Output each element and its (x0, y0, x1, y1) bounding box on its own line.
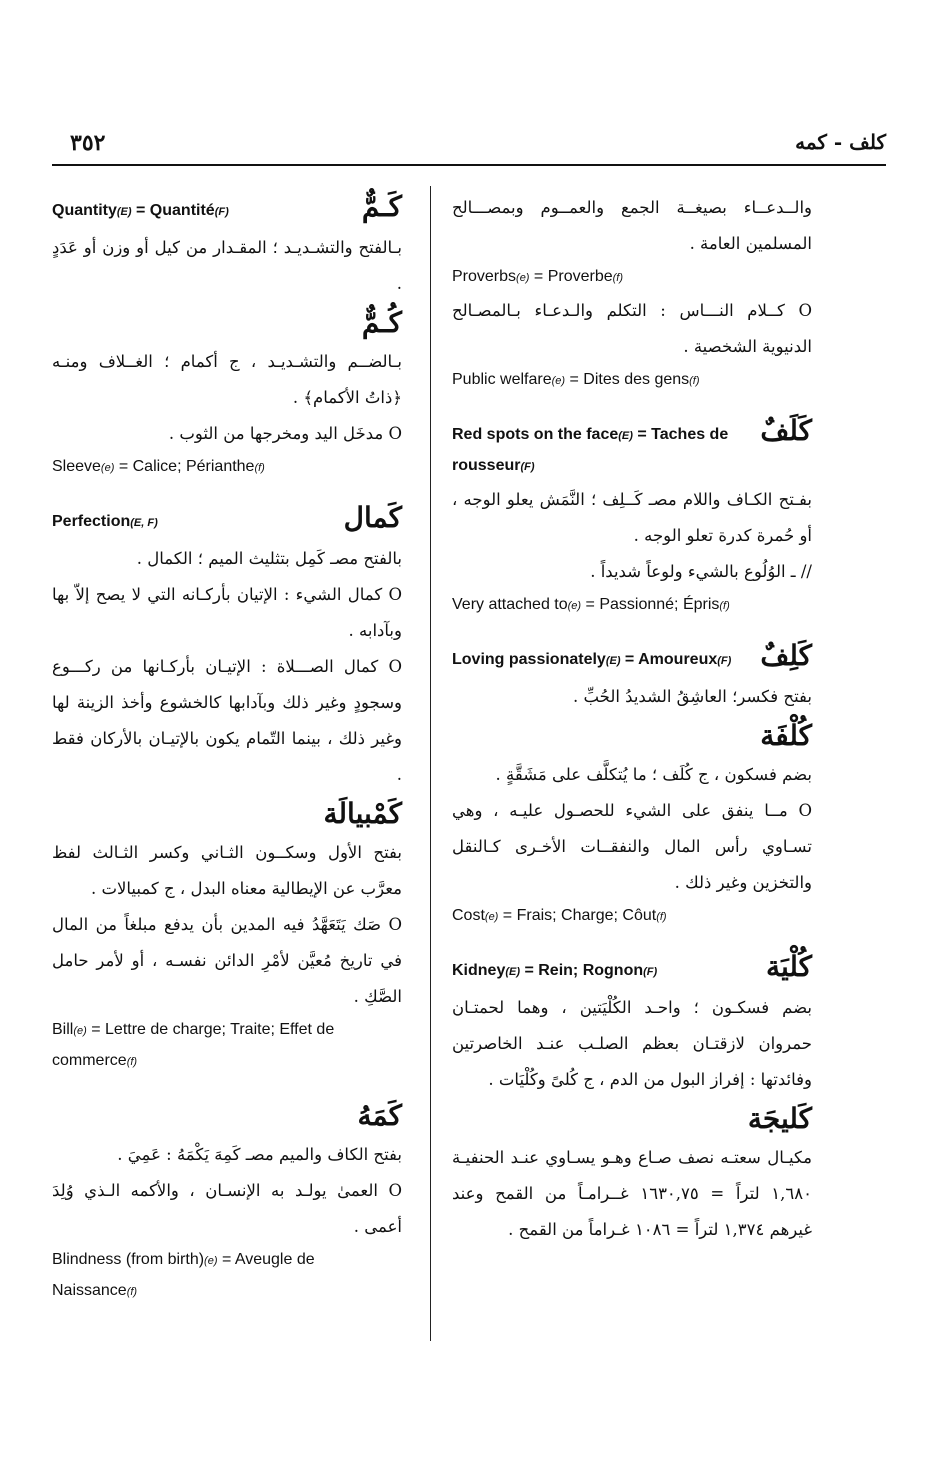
lang-marker: (e) (567, 600, 582, 612)
term-text: Red spots on the face (452, 426, 619, 443)
term-translation: = Passionné; Épris (581, 596, 720, 613)
term-translation: = Quantité (131, 202, 215, 219)
headword: كَلِفٌ (760, 639, 812, 672)
spacer (452, 932, 812, 950)
term-text: Quantity (52, 202, 117, 219)
lang-marker: (f) (254, 462, 265, 474)
headword: كَمَهُ (357, 1099, 402, 1132)
term-text: Cost (452, 907, 485, 924)
translation-line (52, 1245, 402, 1307)
lang-marker: (e) (204, 1255, 218, 1267)
lang-marker: (E) (618, 430, 633, 442)
definition-text: // ـ الوُلُوع بالشيء ولوعاً شديداً . (590, 562, 812, 581)
column-divider (430, 186, 431, 1341)
entry-translation (52, 190, 402, 227)
term-translation: = Frais; Charge; Côut (498, 907, 657, 924)
definition-text: O مدخَل اليد ومخرجها من الثوب . (168, 424, 402, 443)
spacer (452, 621, 812, 639)
lang-marker: (F) (717, 655, 732, 667)
term-translation: = Taches de rousseur (452, 426, 729, 474)
translation-line (452, 262, 812, 293)
definition-text: O كمال الصـــلاة : الإتيـان بأركـانها من ركـــوع وسجودٍ وغير ذلك وبآدابها كالخشوع وأخذ الزينة لها وغير ذلك ، بينما التّمام يكون بالإتيـان بالأركان فقط . (52, 657, 402, 784)
lang-marker: (F) (520, 461, 535, 473)
lang-marker: (f) (612, 272, 624, 284)
definition-text: O صَك يَتَعَهَّدُ فيه المدين بأن يدفع مبلغاً من المال في تاريخ مُعيَّن لأمْرِ الدائن نفسـه ، أو لأمر حامل الصَّكِ . (52, 915, 402, 1006)
definition-text: O العمىٰ يولـد به الإنسـان ، والأكمه الـذي وُلِدَ أعمى . (52, 1181, 402, 1236)
page-header (52, 128, 886, 166)
translation-line (52, 452, 402, 483)
term-text: Proverbs (452, 268, 517, 285)
definition-text: بضم فسكون ، ج كُلَف ؛ ما يُتكلَّف على مَشَقَّةٍ . (495, 765, 812, 784)
term-translation: = Proverbe (529, 268, 613, 285)
lang-marker: (F) (214, 206, 229, 218)
lang-marker: (f) (126, 1286, 138, 1298)
term-translation: = Calice; Périanthe (114, 458, 255, 475)
definition-text: O مــا ينفق على الشيء للحصـول عليـه ، وهي تسـاوي رأس المال والنفقــات الأخـرى كـالنقل والتخزين وغير ذلك . (452, 801, 812, 892)
translation-line (452, 365, 812, 396)
definition-text: بفتح الكاف والميم مصـ كَمِهَ يَكْمَهُ : عَمِيَ . (117, 1145, 402, 1164)
lang-marker: (e) (73, 1025, 87, 1037)
headword: كَليجَة (747, 1102, 812, 1135)
definition-text: بفتح فكسر؛ العاشِقُ الشديدُ الحُبِّ . (572, 687, 812, 706)
headword: كَـمٌّ (361, 190, 402, 223)
lang-marker: (E, F) (130, 517, 158, 529)
headword: كُلْفَة (760, 719, 812, 752)
headword: كَمْبيالَة (323, 797, 402, 830)
term-text: Very attached to (452, 596, 568, 613)
entry-translation (452, 414, 812, 482)
headword: كُـمٌّ (361, 306, 402, 339)
lang-marker: (f) (656, 911, 667, 923)
entry-translation (452, 639, 812, 676)
definition-text: O كــلام النـــاس : التكلم والـدعـاء بـالمصـالح الدنيوية الشخصية . (452, 301, 812, 356)
lang-marker: (e) (484, 911, 499, 923)
term-text: Sleeve (52, 458, 101, 475)
lang-marker: (f) (689, 375, 700, 387)
definition-text: بفـتح الكـاف واللام مصـ كَــلِف ؛ النَّمَش يعلو الوجه ، أو حُمرة كدرة تعلو الوجه . (452, 490, 812, 545)
lang-marker: (E) (505, 966, 521, 978)
definition-text: بـالضــم والتشـديـد ، ج أكمام ؛ الغــلاف ومنـه ﴿ذاتُ الأكمام﴾ . (52, 352, 402, 407)
term-text: Blindness (from birth) (52, 1251, 205, 1268)
term-translation: = Dites des gens (565, 371, 690, 388)
left-column (52, 190, 402, 1307)
right-column (452, 190, 812, 1248)
page-number: ٣٥٢ (70, 130, 106, 156)
entry-heading (452, 639, 812, 679)
term-translation: = Rein; Rognon (520, 962, 644, 979)
lang-marker: (f) (126, 1056, 138, 1068)
lang-marker: (E) (605, 655, 621, 667)
headword: كَمال (343, 501, 402, 534)
term-translation: = Aveugle de Naissance (52, 1251, 315, 1299)
definition-text: والــدعــاء بصيغــة الجمع والعمــوم وبمصـــالح المسلمين العامة . (452, 198, 812, 253)
entry-heading (52, 501, 402, 541)
entry-heading (452, 950, 812, 990)
term-text: Bill (52, 1021, 74, 1038)
term-text: Kidney (452, 962, 506, 979)
lang-marker: (F) (643, 966, 658, 978)
definition-text: بفتح الأول وسكــون الثـاني وكسر الثـالث لفظ معرَّب عن الإيطالية معناه البدل ، ج كمبيالات . (52, 843, 402, 898)
term-text: Loving passionately (452, 651, 606, 668)
definition-text: بالفتح مصـ كَمِل بتثليث الميم ؛ الكمال . (136, 549, 402, 568)
entry-translation (452, 950, 812, 987)
lang-marker: (e) (516, 272, 530, 284)
translation-line (452, 590, 812, 621)
lang-marker: (e) (100, 462, 115, 474)
headword: كُلْيَة (765, 950, 812, 983)
entry-heading (52, 190, 402, 230)
term-translation: = Amoureux (620, 651, 718, 668)
term-text: Perfection (52, 513, 131, 530)
definition-text: بضم فسكـون ؛ واحـد الكُلْيَتين ، وهما لحمتـان حمروان لازقتـان بعظم الصلـب عنـد الخاصرتين وفائدتها : إفراز البول من الدم ، ج كُلىً وكُلْيَات . (452, 998, 812, 1089)
headword: كَلَفٌ (760, 414, 812, 447)
translation-line (52, 1015, 402, 1077)
entry-heading (452, 414, 812, 482)
translation-line (452, 901, 812, 932)
spacer (52, 1077, 402, 1095)
term-text: Public welfare (452, 371, 552, 388)
spacer (452, 396, 812, 414)
running-title: كلف - كمه (795, 130, 886, 154)
definition-text: O كمال الشيء : الإتيان بأركـانه التي لا يصح إلاّ بها وبآدابه . (52, 585, 402, 640)
definition-text: بـالفتح والتشـديـد ؛ المقـدار من كيل أو وزن أو عَدَدٍ . (52, 238, 402, 293)
term-translation: = Lettre de charge; Traite; Effet de commerce (52, 1021, 335, 1069)
lang-marker: (f) (719, 600, 730, 612)
definition-text: مكيـال سعتـه نصف صـاع وهـو يسـاوي عنـد الحنفيـة ١,٦٨٠ لتراً = ١٦٣٠,٧٥ غــرامـاً من القمح وعند غيرهم ١,٣٧٤ لتراً = ١٠٨٦ غـراماً من القمح . (452, 1148, 812, 1239)
lang-marker: (e) (551, 375, 566, 387)
lang-marker: (E) (116, 206, 132, 218)
